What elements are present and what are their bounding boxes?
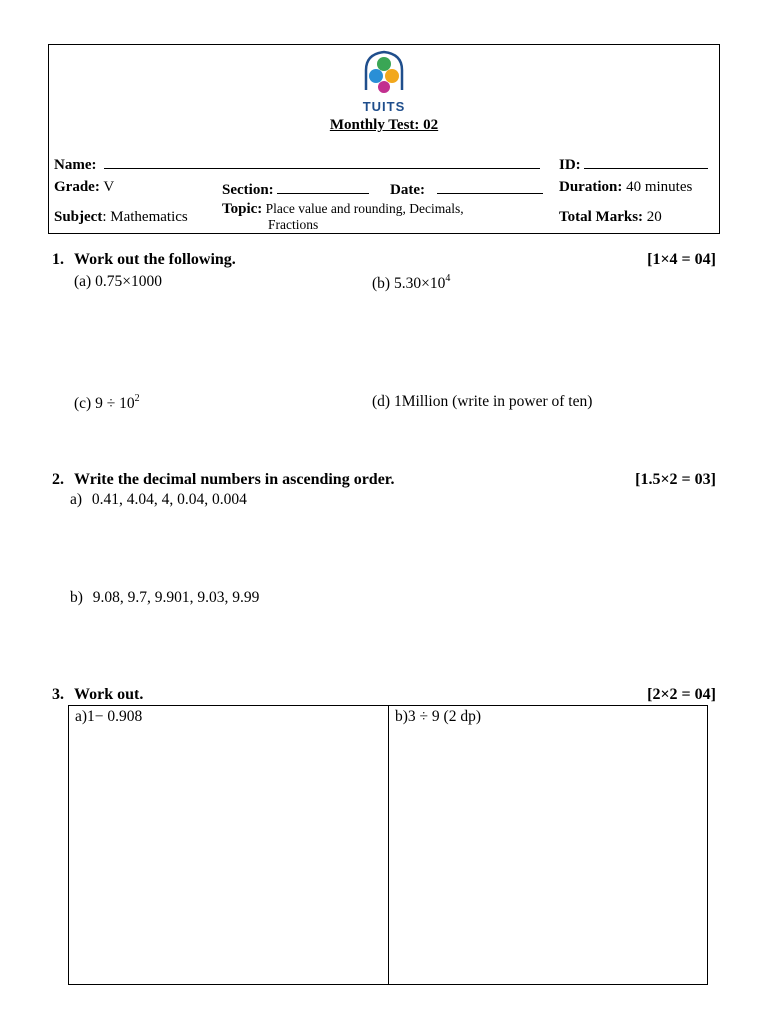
- date-label: Date:: [390, 182, 425, 198]
- q3-marks: [2×2 = 04]: [647, 686, 716, 703]
- subject-row: [54, 209, 188, 226]
- q3-answer-table: [68, 705, 708, 985]
- topic-label: Topic:: [222, 201, 263, 217]
- subject-value: : Mathematics: [102, 209, 188, 225]
- subject-label: Subject: [54, 209, 103, 225]
- q3-heading: [52, 686, 143, 704]
- grade-label: Grade:: [54, 179, 100, 195]
- topic-value-line2: Fractions: [268, 217, 319, 232]
- q2-a: [70, 491, 247, 509]
- q1-b: [372, 273, 450, 293]
- q1-heading: [52, 251, 236, 269]
- id-label: ID:: [559, 157, 581, 173]
- q2-b-text: 9.08, 9.7, 9.901, 9.03, 9.99: [92, 589, 260, 606]
- q2-title: Write the decimal numbers in ascending order.: [74, 471, 395, 488]
- id-blank[interactable]: [584, 154, 708, 169]
- section-blank[interactable]: [277, 179, 369, 194]
- name-field-row: [54, 154, 540, 174]
- q3-number: 3.: [52, 686, 64, 703]
- q1-number: 1.: [52, 251, 64, 268]
- q2-b: [70, 589, 259, 607]
- q1-marks: [1×4 = 04]: [647, 251, 716, 268]
- date-row: [390, 179, 543, 199]
- q1-a: (a) 0.75×1000: [74, 273, 162, 290]
- q2-heading: [52, 471, 394, 489]
- q1-c-base: (c) 9 ÷ 10: [74, 395, 135, 412]
- logo-text: TUITS: [362, 99, 406, 114]
- duration-value: 40 minutes: [626, 179, 693, 195]
- test-title: Monthly Test: 02: [329, 117, 439, 133]
- grade-row: [54, 179, 114, 196]
- total-marks-row: [559, 209, 662, 226]
- q1-title: Work out the following.: [74, 251, 236, 268]
- id-field-row: [559, 154, 708, 174]
- topic-value-line1: Place value and rounding, Decimals,: [265, 201, 464, 216]
- q2-marks: [1.5×2 = 03]: [635, 471, 716, 488]
- q2-a-text: 0.41, 4.04, 4, 0.04, 0.004: [91, 491, 247, 508]
- duration-row: [559, 179, 692, 196]
- q2-number: 2.: [52, 471, 64, 488]
- q2-b-label: b): [70, 589, 83, 606]
- q2-a-label: a): [70, 491, 83, 508]
- total-marks-label: Total Marks:: [559, 209, 644, 225]
- q1-c-exponent: 2: [134, 393, 140, 404]
- q1-b-base: (b) 5.30×10: [372, 275, 446, 292]
- name-blank[interactable]: [104, 154, 540, 169]
- section-label: Section:: [222, 182, 274, 198]
- q3-b: b)3 ÷ 9 (2 dp): [395, 708, 481, 725]
- section-row: [222, 179, 369, 199]
- q3-title: Work out.: [74, 686, 144, 703]
- total-marks-value: 20: [646, 209, 662, 225]
- name-label: Name:: [54, 157, 97, 173]
- answer-table-divider: [388, 706, 389, 984]
- date-blank[interactable]: [437, 179, 543, 194]
- q3-a: a)1− 0.908: [75, 708, 143, 725]
- q1-b-exponent: 4: [445, 273, 451, 284]
- q1-d: (d) 1Million (write in power of ten): [372, 393, 593, 410]
- duration-label: Duration:: [559, 179, 623, 195]
- topic-row: [222, 201, 464, 218]
- q1-c: [74, 393, 140, 413]
- grade-value: V: [103, 179, 115, 195]
